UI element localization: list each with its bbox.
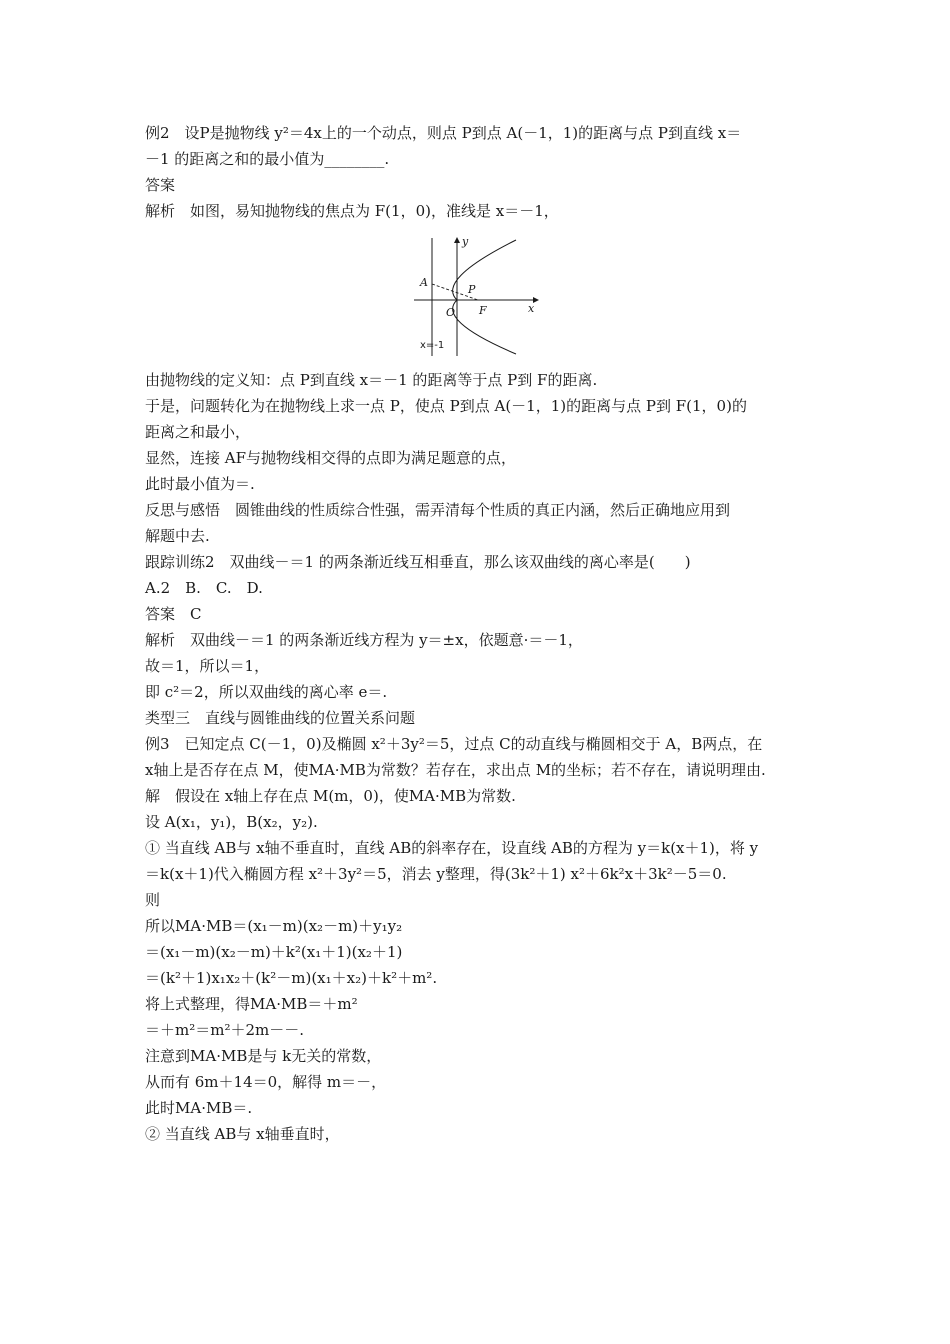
label-o: O bbox=[446, 306, 456, 319]
text-line: 故＝1，所以＝1， bbox=[145, 657, 270, 675]
text-line: 答案 C bbox=[145, 605, 202, 623]
text-line: 注意到MA·MB是与 k无关的常数， bbox=[145, 1047, 382, 1065]
text-line: 将上式整理，得MA·MB＝＋m² bbox=[145, 995, 358, 1013]
text-line: ① 当直线 AB与 x轴不垂直时，直线 AB的斜率存在，设直线 AB的方程为 y＝k(x＋1)，将 y bbox=[145, 839, 759, 857]
text-line: 设 A(x₁，y₁)，B(x₂，y₂). bbox=[145, 813, 318, 831]
text-line: x轴上是否存在点 M，使MA·MB为常数？若存在，求出点 M的坐标；若不存在，请说明理由. bbox=[145, 761, 766, 779]
label-x: x bbox=[528, 302, 535, 315]
text-line: ＝(k²＋1)x₁x₂＋(k²－m)(x₁＋x₂)＋k²＋m². bbox=[145, 969, 438, 987]
text-line: 则 bbox=[145, 891, 161, 909]
text-line: A.2 B. C. D. bbox=[145, 579, 263, 597]
text-line: 跟踪训练2 双曲线－＝1 的两条渐近线互相垂直，那么该双曲线的离心率是( ) bbox=[145, 553, 691, 571]
text-line: 于是，问题转化为在抛物线上求一点 P，使点 P到点 A(－1，1)的距离与点 P到 F(1，0)的 bbox=[145, 397, 747, 415]
text-line: 由抛物线的定义知：点 P到直线 x＝－1 的距离等于点 P到 F的距离. bbox=[145, 371, 598, 389]
text-line: 例2 设P是抛物线 y²＝4x上的一个动点，则点 P到点 A(－1，1)的距离与点 P到直线 x＝ bbox=[145, 124, 742, 142]
text-line: 答案 bbox=[145, 176, 176, 194]
text-line: －1 的距离之和的最小值为________. bbox=[145, 150, 390, 168]
text-line: 此时MA·MB＝. bbox=[145, 1099, 253, 1117]
text-line: 解析 双曲线－＝1 的两条渐近线方程为 y＝±x，依题意·＝－1， bbox=[145, 631, 583, 649]
text-line: 解析 如图，易知抛物线的焦点为 F(1，0)，准线是 x＝－1， bbox=[145, 202, 559, 220]
text-line: 所以MA·MB＝(x₁－m)(x₂－m)＋y₁y₂ bbox=[145, 917, 403, 935]
label-a: A bbox=[420, 276, 428, 289]
text-line: ＝(x₁－m)(x₂－m)＋k²(x₁＋1)(x₂＋1) bbox=[145, 943, 403, 961]
text-line: 解 假设在 x轴上存在点 M(m，0)，使MA·MB为常数. bbox=[145, 787, 516, 805]
text-line: ＝k(x＋1)代入椭圆方程 x²＋3y²＝5，消去 y整理，得(3k²＋1) x²＋6k²x＋3k²－5＝0. bbox=[145, 865, 727, 883]
text-line: 解题中去. bbox=[145, 527, 210, 545]
text-line: 从而有 6m＋14＝0，解得 m＝－， bbox=[145, 1073, 387, 1091]
section-heading: 类型三 直线与圆锥曲线的位置关系问题 bbox=[145, 709, 416, 727]
label-y: y bbox=[462, 235, 469, 248]
label-f: F bbox=[479, 304, 487, 317]
label-directrix: x=-1 bbox=[420, 340, 445, 351]
text-line: 此时最小值为＝. bbox=[145, 475, 255, 493]
text-line: 反思与感悟 圆锥曲线的性质综合性强，需弄清每个性质的真正内涵，然后正确地应用到 bbox=[145, 501, 731, 519]
parabola-curve bbox=[453, 240, 516, 354]
text-line: 例3 已知定点 C(－1，0)及椭圆 x²＋3y²＝5，过点 C的动直线与椭圆相交于 A，B两点，在 bbox=[145, 735, 763, 753]
text-line: 距离之和最小， bbox=[145, 423, 251, 441]
text-line: 显然，连接 AF与抛物线相交得的点即为满足题意的点， bbox=[145, 449, 517, 467]
text-line: 即 c²＝2，所以双曲线的离心率 e＝. bbox=[145, 683, 388, 701]
text-line: ② 当直线 AB与 x轴垂直时， bbox=[145, 1125, 340, 1143]
label-p: P bbox=[468, 283, 476, 296]
parabola-figure bbox=[410, 232, 544, 362]
text-line: ＝＋m²＝m²＋2m－－. bbox=[145, 1021, 305, 1039]
